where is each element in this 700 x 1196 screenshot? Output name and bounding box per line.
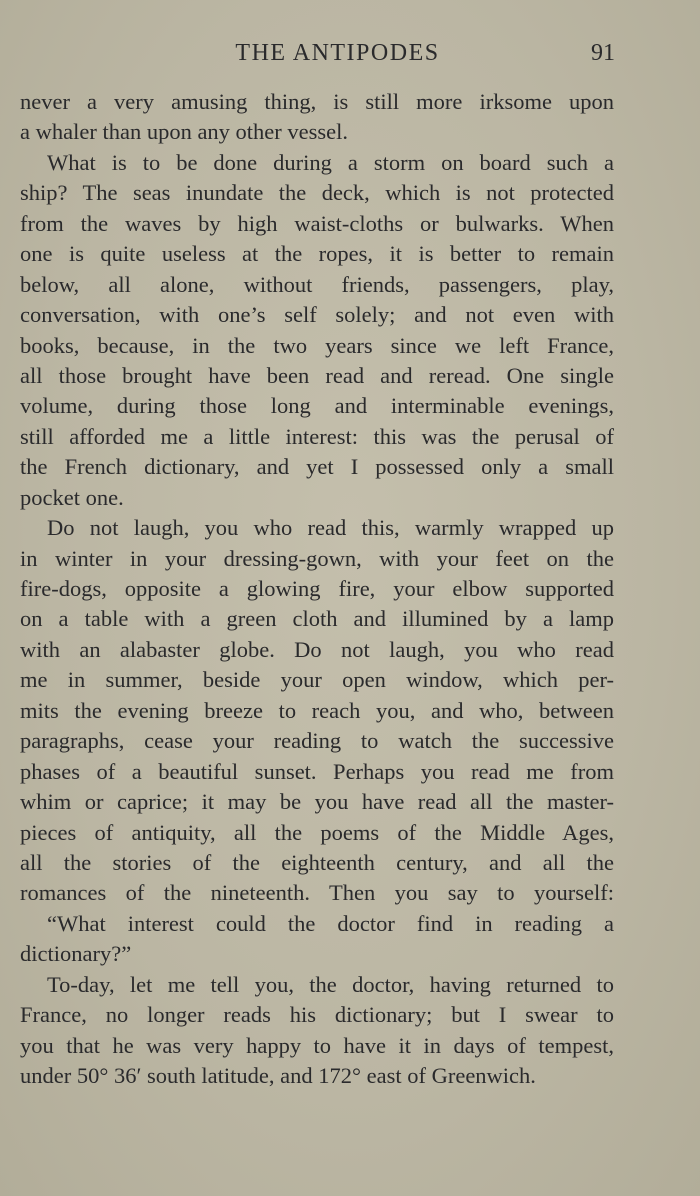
text-line: “What interest could the doctor find in reading a bbox=[47, 910, 614, 936]
text-line: conversation, with one’s self solely; and not even with bbox=[20, 302, 614, 328]
text-line: still afforded me a little interest: this was the perusal of bbox=[20, 423, 614, 449]
text-line: whim or caprice; it may be you have read all the master- bbox=[20, 789, 614, 815]
text-line: all those brought have been read and reread. One single bbox=[20, 362, 614, 388]
text-line: What is to be done during a storm on board such a bbox=[47, 149, 614, 175]
text-line: below, all alone, without friends, passengers, play, bbox=[20, 271, 614, 297]
page-number: 91 bbox=[591, 40, 615, 66]
text-line: under 50° 36′ south latitude, and 172° east of Greenwich. bbox=[20, 1063, 536, 1088]
text-line: mits the evening breeze to reach you, and who, between bbox=[20, 697, 614, 723]
text-line: me in summer, beside your open window, which per- bbox=[20, 667, 614, 693]
text-line: a whaler than upon any other vessel. bbox=[20, 119, 349, 145]
text-line: from the waves by high waist-cloths or bulwarks. When bbox=[20, 210, 614, 236]
text-line: pieces of antiquity, all the poems of the Middle Ages, bbox=[20, 819, 614, 845]
text-line: dictionary?” bbox=[20, 941, 132, 967]
text-line: To-day, let me tell you, the doctor, having returned to bbox=[47, 971, 614, 997]
text-line: France, no longer reads his dictionary; but I swear to bbox=[20, 1002, 614, 1028]
text-line: volume, during those long and interminable evenings, bbox=[20, 393, 614, 419]
running-title: THE ANTIPODES bbox=[235, 40, 440, 66]
text-line: phases of a beautiful sunset. Perhaps you read me from bbox=[20, 758, 614, 784]
text-line: never a very amusing thing, is still more irksome upon bbox=[20, 89, 614, 114]
text-line: ship? The seas inundate the deck, which is not protected bbox=[20, 180, 614, 206]
running-head bbox=[20, 36, 615, 70]
text-line: pocket one. bbox=[20, 484, 124, 510]
text-line: you that he was very happy to have it in days of tempest, bbox=[20, 1032, 614, 1058]
text-line: romances of the nineteenth. Then you say to yourself: bbox=[20, 880, 614, 906]
text-line: books, because, in the two years since we left France, bbox=[20, 332, 614, 358]
text-line: fire-dogs, opposite a glowing fire, your elbow supported bbox=[20, 576, 614, 601]
text-line: the French dictionary, and yet I possessed only a small bbox=[20, 454, 614, 480]
body-text bbox=[20, 87, 614, 1091]
text-line: Do not laugh, you who read this, warmly wrapped up bbox=[47, 515, 614, 541]
text-line: all the stories of the eighteenth century, and all the bbox=[20, 849, 614, 875]
text-line: one is quite useless at the ropes, it is better to remain bbox=[20, 241, 614, 267]
text-line: on a table with a green cloth and illumined by a lamp bbox=[20, 606, 614, 632]
text-line: in winter in your dressing-gown, with your feet on the bbox=[20, 545, 614, 571]
text-line: paragraphs, cease your reading to watch the successive bbox=[20, 728, 614, 754]
text-line: with an alabaster globe. Do not laugh, you who read bbox=[20, 636, 614, 662]
